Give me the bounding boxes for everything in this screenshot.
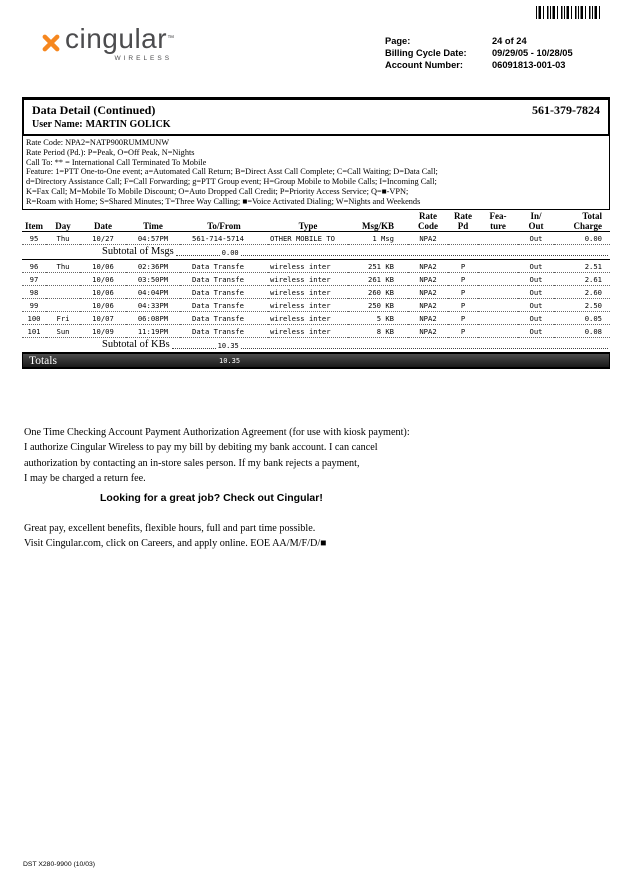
cell-msg_kb: 261 KB xyxy=(348,273,408,286)
kiosk-line: I may be charged a return fee. xyxy=(24,472,146,484)
info-label: Billing Cycle Date: xyxy=(385,48,467,58)
user-name-value: MARTIN GOLICK xyxy=(85,119,171,130)
kiosk-line: One Time Checking Account Payment Authorization Agreement (for use with kiosk payment): xyxy=(24,427,410,438)
cell-msg_kb: 251 KB xyxy=(348,260,408,273)
legend xyxy=(22,136,610,210)
subtotal-pad xyxy=(22,338,80,353)
cell-type: wireless inter xyxy=(268,312,348,325)
col-header: Date xyxy=(80,221,126,232)
col-header: Code xyxy=(408,221,448,232)
col-header: Type xyxy=(268,221,348,232)
col-header: ture xyxy=(478,221,518,232)
call-row xyxy=(22,325,610,338)
page-info xyxy=(385,36,573,71)
brand-tagline: WIRELESS xyxy=(114,55,173,62)
cell-rate_code: NPA2 xyxy=(408,299,448,312)
cell-in_out: Out xyxy=(518,286,554,299)
cell-rate_pd: P xyxy=(448,273,478,286)
col-header-top: Rate xyxy=(454,210,472,221)
header-row-top xyxy=(22,210,610,221)
col-header: Charge xyxy=(554,221,610,232)
call-table xyxy=(22,210,610,354)
cell-rate_code: NPA2 xyxy=(408,273,448,286)
cingular-jack-icon xyxy=(40,32,62,54)
user-name-label: User Name: xyxy=(32,119,83,130)
cell-time: 02:36PM xyxy=(126,260,180,273)
cell-date: 10/09 xyxy=(80,325,126,338)
cell-charge: 2.61 xyxy=(554,273,610,286)
cell-rate_code: NPA2 xyxy=(408,325,448,338)
cell-charge: 0.05 xyxy=(554,312,610,325)
cell-type: wireless inter xyxy=(268,299,348,312)
col-header-top xyxy=(126,210,180,221)
totals-label: Totals xyxy=(29,354,57,367)
cell-to_from: 561-714-5714 xyxy=(180,232,268,245)
col-header-top xyxy=(80,210,126,221)
cell-item: 101 xyxy=(22,325,46,338)
call-row xyxy=(22,260,610,273)
cell-rate_pd xyxy=(448,232,478,245)
subtotal-row xyxy=(22,245,610,260)
section-title: Data Detail (Continued) xyxy=(32,103,156,117)
cell-rate_code: NPA2 xyxy=(408,312,448,325)
cell-item: 96 xyxy=(22,260,46,273)
subtotal-value: 10.35 xyxy=(217,342,239,351)
cell-charge: 2.60 xyxy=(554,286,610,299)
subtotal-value: 0.00 xyxy=(221,249,239,258)
cell-date: 10/06 xyxy=(80,299,126,312)
cell-time: 06:08PM xyxy=(126,312,180,325)
cell-feature xyxy=(478,232,518,245)
cell-type: wireless inter xyxy=(268,273,348,286)
cell-rate_code: NPA2 xyxy=(408,232,448,245)
cell-feature xyxy=(478,312,518,325)
legend-line: R=Roam with Home; S=Shared Minutes; T=Three Way Calling; ■=Voice Activated Dialing; W=Nights and Weekends xyxy=(26,196,421,206)
cell-charge: 0.08 xyxy=(554,325,610,338)
cell-time: 03:50PM xyxy=(126,273,180,286)
subtotal-cell xyxy=(80,245,610,260)
kiosk-line: authorization by contacting an in-store sales person. If my bank rejects a payment, xyxy=(24,457,360,469)
cell-date: 10/07 xyxy=(80,312,126,325)
data-detail-section xyxy=(22,97,610,369)
cell-time: 11:19PM xyxy=(126,325,180,338)
cell-charge: 2.51 xyxy=(554,260,610,273)
logo-text xyxy=(65,24,174,62)
col-header: Time xyxy=(126,221,180,232)
dot-leader xyxy=(176,246,220,256)
cell-in_out: Out xyxy=(518,232,554,245)
trademark-symbol: ™ xyxy=(167,35,175,42)
barcode xyxy=(536,6,602,19)
cell-type: wireless inter xyxy=(268,260,348,273)
call-row xyxy=(22,286,610,299)
col-header-top xyxy=(348,210,408,221)
cell-rate_code: NPA2 xyxy=(408,286,448,299)
totals-value: 10.35 xyxy=(219,356,241,365)
job-line: Visit Cingular.com, click on Careers, and apply online. EOE AA/M/F/D/■ xyxy=(24,538,327,550)
col-header-top xyxy=(268,210,348,221)
cell-rate_pd: P xyxy=(448,260,478,273)
cell-msg_kb: 260 KB xyxy=(348,286,408,299)
cell-charge: 0.00 xyxy=(554,232,610,245)
cell-day: Fri xyxy=(46,312,80,325)
cell-rate_code: NPA2 xyxy=(408,260,448,273)
cell-day xyxy=(46,273,80,286)
cell-feature xyxy=(478,299,518,312)
cell-item: 98 xyxy=(22,286,46,299)
cell-rate_pd: P xyxy=(448,325,478,338)
cell-time: 04:04PM xyxy=(126,286,180,299)
cell-charge: 2.50 xyxy=(554,299,610,312)
info-value: 09/29/05 - 10/28/05 xyxy=(492,48,573,58)
totals-bar xyxy=(22,353,610,369)
info-label: Account Number: xyxy=(385,60,463,70)
cell-date: 10/06 xyxy=(80,286,126,299)
cell-to_from: Data Transfe xyxy=(180,273,268,286)
subtotal-cell xyxy=(80,338,610,353)
cell-in_out: Out xyxy=(518,325,554,338)
legend-line: Rate Period (Pd.): P=Peak, O=Off Peak, N=Nights xyxy=(26,147,195,157)
cell-item: 95 xyxy=(22,232,46,245)
col-header: Day xyxy=(46,221,80,232)
legend-line: K=Fax Call; M=Mobile To Mobile Discount; O=Auto Dropped Call Credit; P=Priority Access Service; Q=■-VPN; xyxy=(26,186,409,196)
cell-to_from: Data Transfe xyxy=(180,260,268,273)
cell-rate_pd: P xyxy=(448,299,478,312)
col-header: Item xyxy=(22,221,46,232)
header-row-bottom xyxy=(22,221,610,232)
call-row xyxy=(22,273,610,286)
kiosk-line: I authorize Cingular Wireless to pay my bill by debiting my bank account. I can cancel xyxy=(24,442,378,454)
call-row xyxy=(22,232,610,245)
cell-to_from: Data Transfe xyxy=(180,312,268,325)
cell-msg_kb: 5 KB xyxy=(348,312,408,325)
col-header-top: In/ xyxy=(530,210,542,221)
cell-item: 100 xyxy=(22,312,46,325)
col-header-top xyxy=(46,210,80,221)
cell-type: wireless inter xyxy=(268,286,348,299)
cell-time: 04:57PM xyxy=(126,232,180,245)
col-header: Out xyxy=(518,221,554,232)
job-headline: Looking for a great job? Check out Cingular! xyxy=(100,492,323,504)
cell-rate_pd: P xyxy=(448,312,478,325)
subtotal-label: Subtotal of KBs xyxy=(102,339,170,351)
subtotal-label: Subtotal of Msgs xyxy=(102,246,174,258)
cell-type: wireless inter xyxy=(268,325,348,338)
brand-name: cingular xyxy=(65,23,168,54)
job-promo xyxy=(24,521,584,552)
col-header: To/From xyxy=(180,221,268,232)
cell-day xyxy=(46,299,80,312)
detail-header xyxy=(22,97,610,136)
cell-type: OTHER MOBILE TO xyxy=(268,232,348,245)
cell-rate_pd: P xyxy=(448,286,478,299)
cell-msg_kb: 250 KB xyxy=(348,299,408,312)
call-rows xyxy=(22,232,610,353)
dot-leader xyxy=(172,339,216,349)
dot-leader xyxy=(241,339,608,349)
cell-in_out: Out xyxy=(518,273,554,286)
info-value: 24 of 24 xyxy=(492,36,527,46)
cell-time: 04:33PM xyxy=(126,299,180,312)
subtotal-line xyxy=(82,339,608,351)
cell-msg_kb: 1 Msg xyxy=(348,232,408,245)
cell-msg_kb: 8 KB xyxy=(348,325,408,338)
cell-feature xyxy=(478,273,518,286)
col-header: Pd xyxy=(448,221,478,232)
cell-in_out: Out xyxy=(518,312,554,325)
subtotal-row xyxy=(22,338,610,353)
cell-to_from: Data Transfe xyxy=(180,286,268,299)
cell-to_from: Data Transfe xyxy=(180,299,268,312)
call-row xyxy=(22,312,610,325)
col-header-top: Fea- xyxy=(489,210,507,221)
legend-line: Rate Code: NPA2=NATP900RUMMUNW xyxy=(26,138,170,147)
dot-leader xyxy=(241,246,608,256)
col-header-top: Rate xyxy=(419,210,437,221)
phone-number: 561-379-7824 xyxy=(532,103,600,117)
cell-day: Sun xyxy=(46,325,80,338)
cell-item: 99 xyxy=(22,299,46,312)
cell-to_from: Data Transfe xyxy=(180,325,268,338)
cell-feature xyxy=(478,260,518,273)
col-header-top xyxy=(22,210,46,221)
col-header-top: Total xyxy=(582,210,602,221)
cell-feature xyxy=(478,286,518,299)
legend-line: Call To: ** = International Call Terminated To Mobile xyxy=(26,157,207,167)
cingular-logo xyxy=(40,24,174,62)
subtotal-pad xyxy=(22,245,80,260)
cell-item: 97 xyxy=(22,273,46,286)
job-line: Great pay, excellent benefits, flexible hours, full and part time possible. xyxy=(24,523,316,534)
cell-day: Thu xyxy=(46,232,80,245)
call-row xyxy=(22,299,610,312)
subtotal-line xyxy=(82,246,608,258)
cell-in_out: Out xyxy=(518,260,554,273)
cell-date: 10/06 xyxy=(80,273,126,286)
cell-in_out: Out xyxy=(518,299,554,312)
cell-date: 10/06 xyxy=(80,260,126,273)
legend-line: Feature: 1=PTT One-to-One event; a=Automated Call Return; B=Direct Asst Call Complete; C=Call Waiting; D=Data Call; xyxy=(26,167,438,177)
col-header-top xyxy=(180,210,268,221)
cell-day: Thu xyxy=(46,260,80,273)
col-header: Msg/KB xyxy=(348,221,408,232)
info-label: Page: xyxy=(385,36,411,46)
legend-line: d=Directory Assistance Call; F=Call Forwarding; g=PTT Group event; H=Group Mobile to Mobile Calls; I=Incoming Call; xyxy=(26,177,437,187)
form-code: DST X280-9900 (10/03) xyxy=(23,861,96,868)
info-value: 06091813-001-03 xyxy=(492,60,566,70)
cell-feature xyxy=(478,325,518,338)
kiosk-agreement xyxy=(24,425,584,486)
cell-date: 10/27 xyxy=(80,232,126,245)
cell-day xyxy=(46,286,80,299)
